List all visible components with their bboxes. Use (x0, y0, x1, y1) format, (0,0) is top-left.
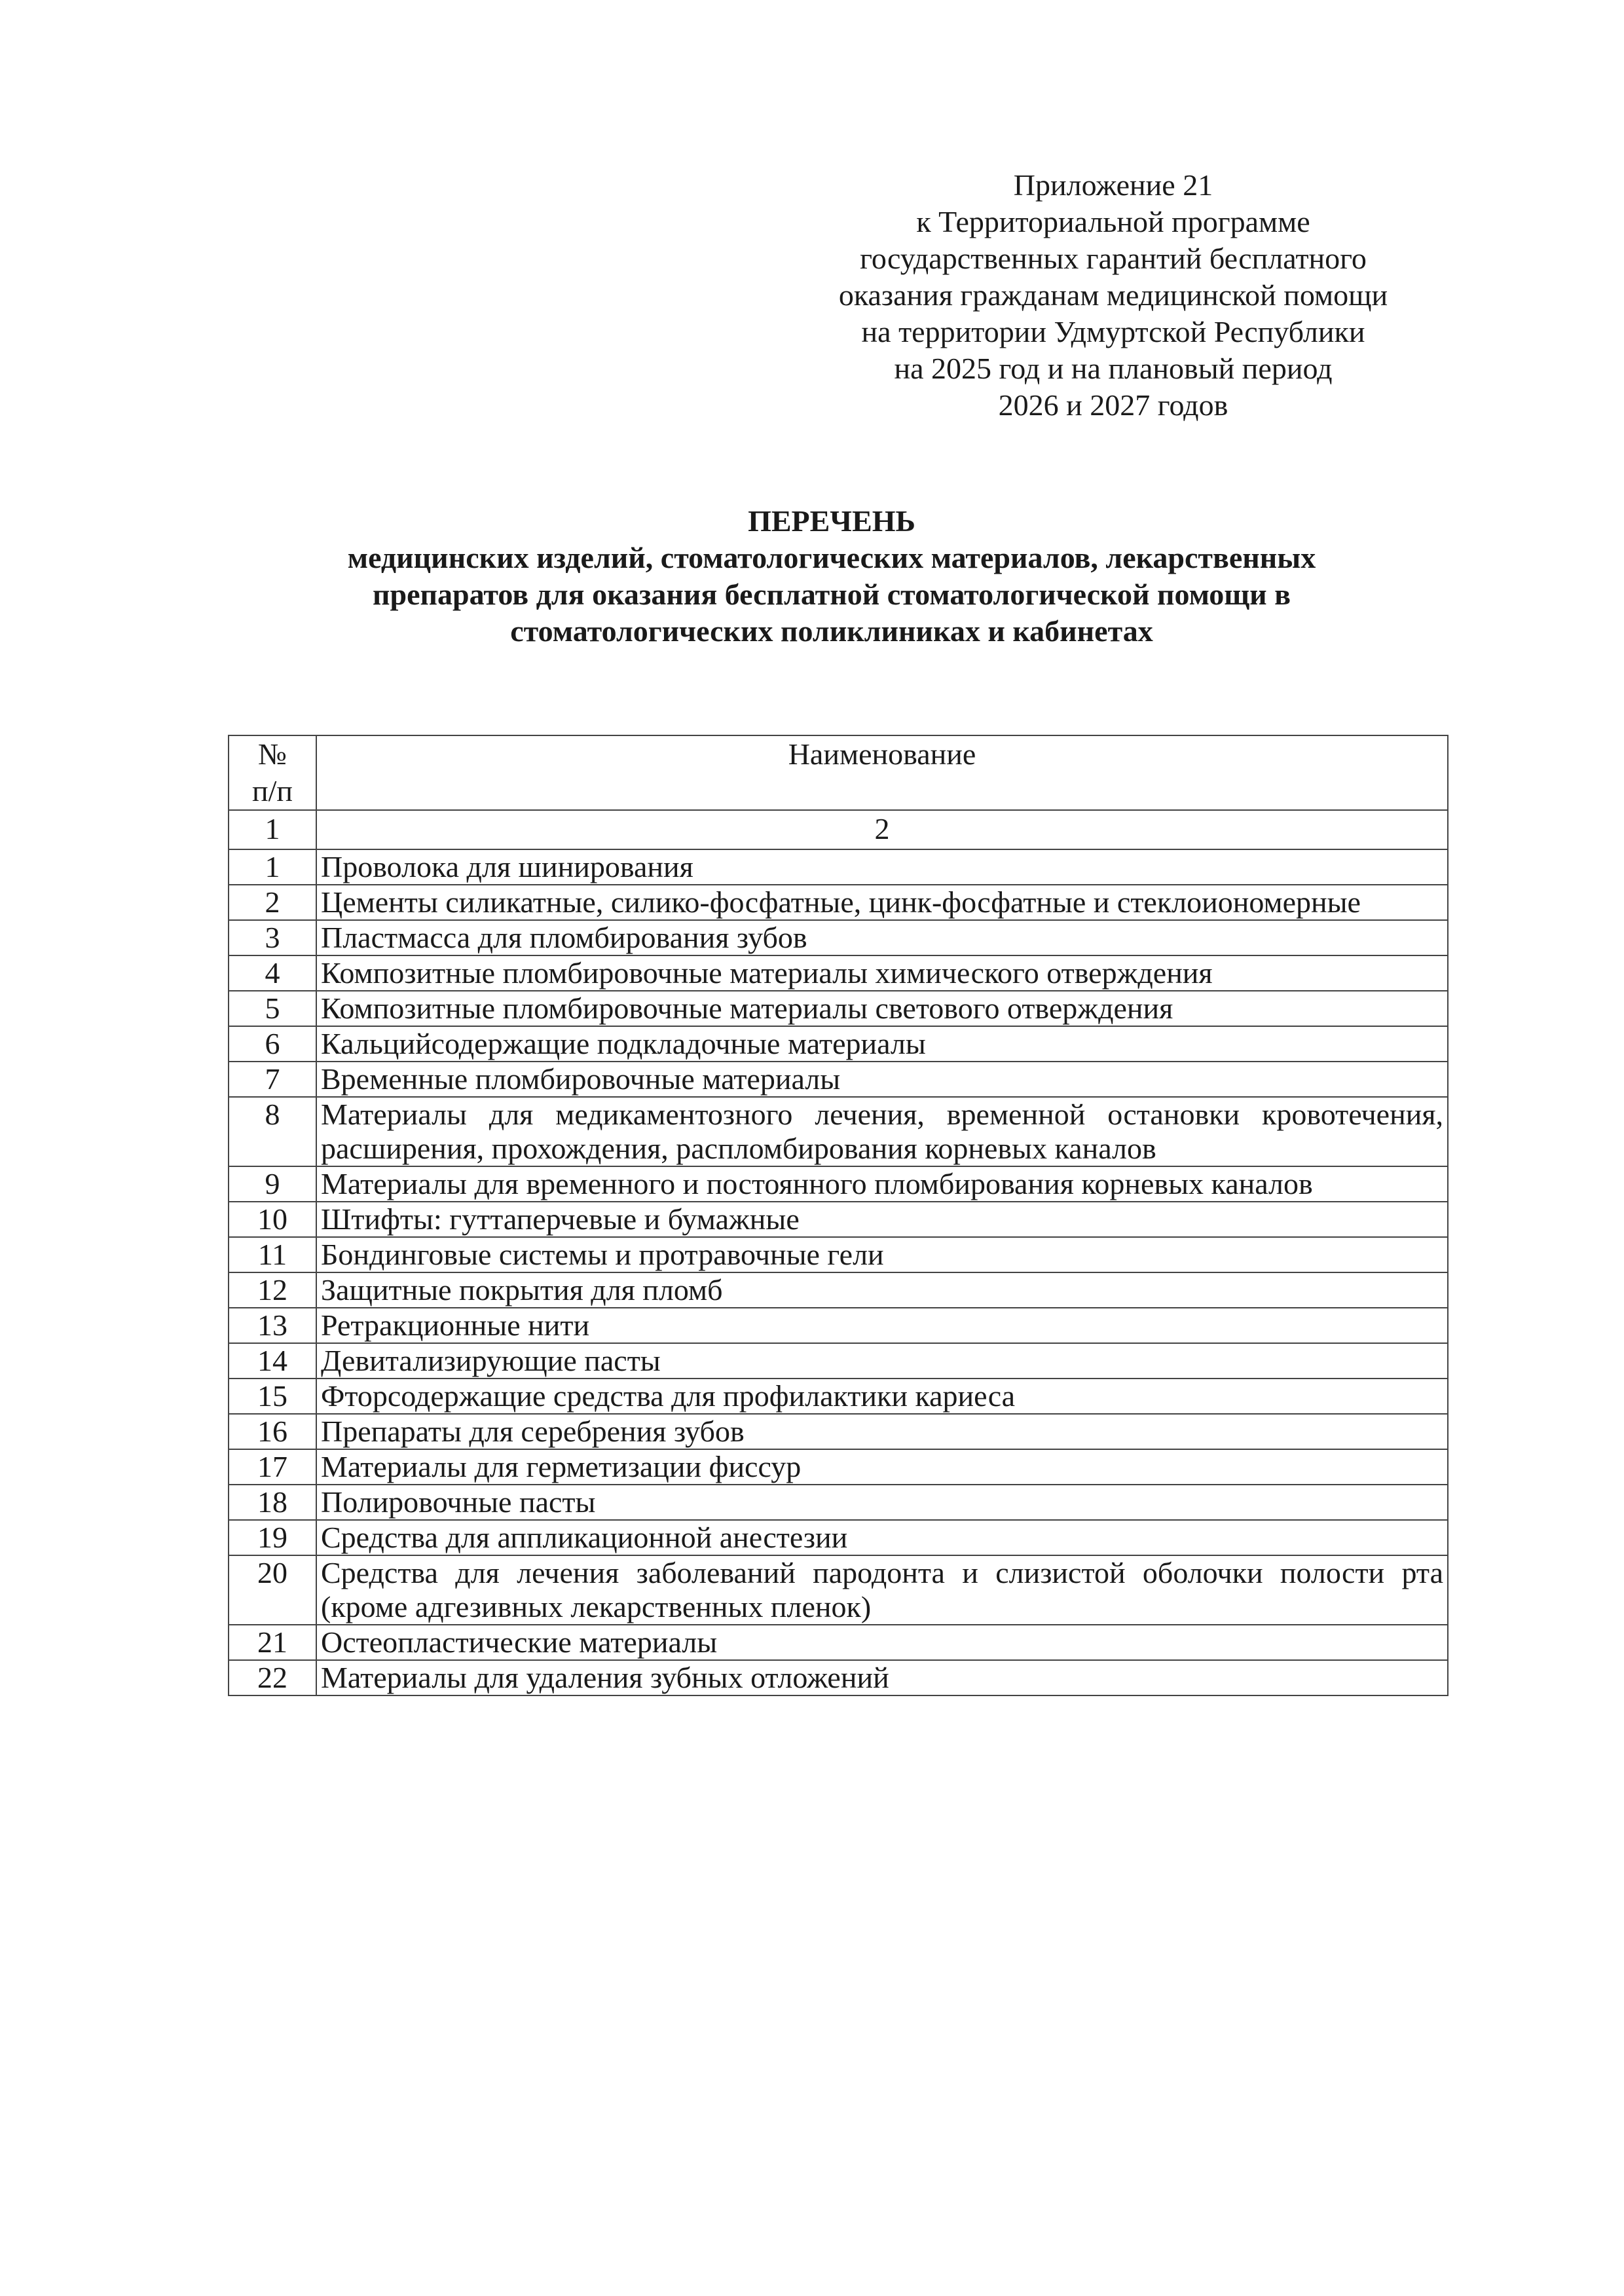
table-row (229, 1520, 1448, 1555)
index-number-cell: 1 (229, 810, 316, 849)
table-row (229, 1202, 1448, 1237)
row-number: 6 (229, 1026, 316, 1062)
appendix-line: оказания гражданам медицинской помощи (838, 278, 1388, 312)
row-number: 13 (229, 1308, 316, 1343)
row-number: 11 (229, 1237, 316, 1272)
row-name: Фторсодержащие средства для профилактики кариеса (316, 1379, 1448, 1414)
row-number: 4 (229, 955, 316, 991)
appendix-number: Приложение 21 (1013, 168, 1213, 202)
row-number: 19 (229, 1520, 316, 1555)
row-name: Средства для аппликационной анестезии (316, 1520, 1448, 1555)
table-row (229, 1237, 1448, 1272)
row-number: 16 (229, 1414, 316, 1449)
appendix-line: к Территориальной программе (916, 205, 1310, 238)
row-number: 9 (229, 1166, 316, 1202)
table-row (229, 1555, 1448, 1625)
table-row (229, 1625, 1448, 1660)
row-number: 17 (229, 1449, 316, 1485)
header-number-abbr: п/п (251, 774, 293, 807)
row-name: Препараты для серебрения зубов (316, 1414, 1448, 1449)
appendix-header (747, 167, 1480, 424)
row-name: Цементы силикатные, силико-фосфатные, цинк-фосфатные и стеклоиономерные (316, 885, 1448, 920)
table-row (229, 1379, 1448, 1414)
table-row (229, 1062, 1448, 1097)
row-number: 22 (229, 1660, 316, 1695)
index-name-cell: 2 (316, 810, 1448, 849)
table-row (229, 1097, 1448, 1166)
table-header-row (229, 735, 1448, 810)
table-row (229, 885, 1448, 920)
table-row (229, 1166, 1448, 1202)
row-name: Материалы для герметизации фиссур (316, 1449, 1448, 1485)
row-name: Девитализирующие пасты (316, 1343, 1448, 1379)
row-name: Кальцийсодержащие подкладочные материалы (316, 1026, 1448, 1062)
table-index-row (229, 810, 1448, 849)
appendix-line: на 2025 год и на плановый период (894, 352, 1333, 385)
row-name: Остеопластические материалы (316, 1625, 1448, 1660)
row-name: Полировочные пасты (316, 1485, 1448, 1520)
table-row (229, 849, 1448, 885)
title-line: медицинских изделий, стоматологических материалов, лекарственных (347, 541, 1316, 574)
appendix-line: на территории Удмуртской Республики (861, 315, 1365, 348)
header-number-symbol: № (258, 737, 287, 771)
row-number: 1 (229, 849, 316, 885)
row-number: 12 (229, 1272, 316, 1308)
title-heading: ПЕРЕЧЕНЬ (748, 504, 915, 538)
row-name: Композитные пломбировочные материалы химического отверждения (316, 955, 1448, 991)
table-row (229, 1485, 1448, 1520)
document-title (216, 503, 1447, 650)
row-number: 8 (229, 1097, 316, 1166)
title-line: препаратов для оказания бесплатной стоматологической помощи в (373, 578, 1291, 611)
row-name: Материалы для медикаментозного лечения, временной остановки кровотечения, расширения, прохождения, распломбирования корневых каналов (316, 1097, 1448, 1166)
header-number-cell (229, 735, 316, 810)
row-name: Средства для лечения заболеваний пародонта и слизистой оболочки полости рта (кроме адгезивных лекарственных пленок) (316, 1555, 1448, 1625)
row-name: Защитные покрытия для пломб (316, 1272, 1448, 1308)
row-number: 2 (229, 885, 316, 920)
row-name: Пластмасса для пломбирования зубов (316, 920, 1448, 955)
row-name: Материалы для временного и постоянного пломбирования корневых каналов (316, 1166, 1448, 1202)
row-name: Проволока для шинирования (316, 849, 1448, 885)
row-name: Материалы для удаления зубных отложений (316, 1660, 1448, 1695)
row-name: Штифты: гуттаперчевые и бумажные (316, 1202, 1448, 1237)
table-row (229, 1449, 1448, 1485)
row-name: Бондинговые системы и протравочные гели (316, 1237, 1448, 1272)
row-number: 20 (229, 1555, 316, 1625)
title-line: стоматологических поликлиниках и кабинетах (510, 614, 1153, 648)
row-name: Композитные пломбировочные материалы светового отверждения (316, 991, 1448, 1026)
row-number: 18 (229, 1485, 316, 1520)
materials-table (228, 735, 1449, 1696)
table-row (229, 1414, 1448, 1449)
table-row (229, 1272, 1448, 1308)
row-name: Временные пломбировочные материалы (316, 1062, 1448, 1097)
table-row (229, 1308, 1448, 1343)
appendix-line: 2026 и 2027 годов (998, 388, 1228, 422)
table-row (229, 1026, 1448, 1062)
table-row (229, 1343, 1448, 1379)
row-number: 5 (229, 991, 316, 1026)
table-row (229, 991, 1448, 1026)
row-number: 14 (229, 1343, 316, 1379)
row-number: 21 (229, 1625, 316, 1660)
table-row (229, 920, 1448, 955)
header-name-cell: Наименование (316, 735, 1448, 810)
row-number: 3 (229, 920, 316, 955)
row-number: 15 (229, 1379, 316, 1414)
row-name: Ретракционные нити (316, 1308, 1448, 1343)
row-number: 10 (229, 1202, 316, 1237)
table-row (229, 1660, 1448, 1695)
appendix-line: государственных гарантий бесплатного (860, 242, 1367, 275)
row-number: 7 (229, 1062, 316, 1097)
table-row (229, 955, 1448, 991)
